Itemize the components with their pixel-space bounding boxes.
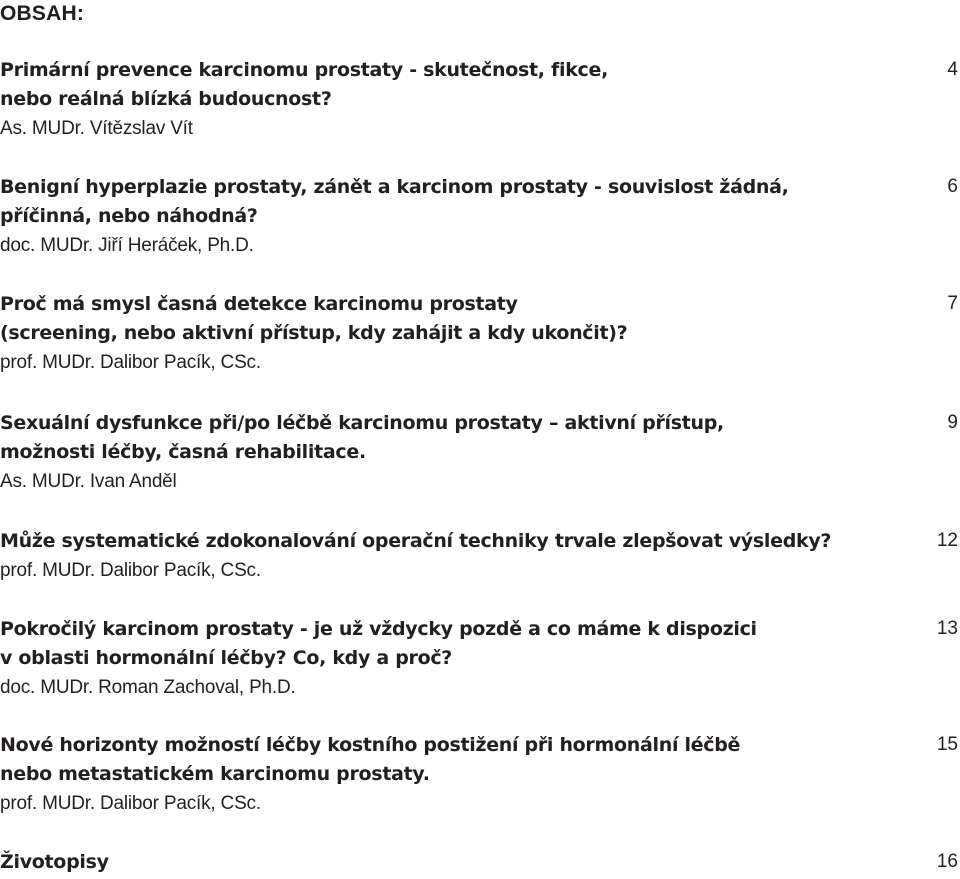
toc-page-number: 4 (947, 59, 958, 80)
toc-page-number: 9 (947, 412, 958, 433)
toc-entry-author: prof. MUDr. Dalibor Pacík, CSc. (0, 560, 261, 581)
toc-entry-title: Benigní hyperplazie prostaty, zánět a karcinom prostaty - souvislost žádná, příčinná, nebo náhodná? (0, 176, 789, 227)
toc-page-number: 13 (936, 618, 958, 639)
toc-page-number: 12 (936, 530, 958, 551)
toc-page-number: 16 (936, 851, 958, 872)
toc-entry[interactable] (0, 290, 960, 377)
toc-entry[interactable] (0, 731, 960, 818)
toc-entry-author: prof. MUDr. Dalibor Pacík, CSc. (0, 793, 261, 814)
toc-page-number: 15 (936, 734, 958, 755)
toc-entry-author: doc. MUDr. Jiří Heráček, Ph.D. (0, 235, 254, 256)
toc-entry-author: As. MUDr. Ivan Anděl (0, 471, 177, 492)
toc-entry[interactable] (0, 173, 960, 260)
toc-entry-title: Proč má smysl časná detekce karcinomu prostaty (screening, nebo aktivní přístup, kdy zahájit a kdy ukončit)? (0, 293, 628, 344)
toc-heading: OBSAH: (0, 2, 85, 25)
toc-entry[interactable] (0, 527, 960, 585)
toc-entry[interactable] (0, 848, 960, 877)
toc-page-number: 7 (947, 293, 958, 314)
toc-entry-title: Sexuální dysfunkce při/po léčbě karcinomu prostaty – aktivní přístup, možnosti léčby, časná rehabilitace. (0, 412, 724, 463)
toc-entry-title: Pokročilý karcinom prostaty - je už vždycky pozdě a co máme k dispozici v oblasti hormonální léčby? Co, kdy a proč? (0, 618, 757, 669)
toc-entry-title: Primární prevence karcinomu prostaty - skutečnost, fikce, nebo reálná blízká budoucnost? (0, 59, 608, 110)
toc-entry-title: Může systematické zdokonalování operační techniky trvale zlepšovat výsledky? (0, 530, 832, 552)
toc-entry[interactable] (0, 409, 960, 496)
toc-entry[interactable] (0, 615, 960, 702)
toc-entry-author: As. MUDr. Vítězslav Vít (0, 118, 193, 139)
toc-page-number: 6 (947, 176, 958, 197)
toc-entry-author: prof. MUDr. Dalibor Pacík, CSc. (0, 352, 261, 373)
toc-entry-title: Životopisy (0, 851, 109, 873)
toc-entry-title: Nové horizonty možností léčby kostního postižení při hormonální léčbě nebo metastatickém karcinomu prostaty. (0, 734, 741, 785)
toc-entry-author: doc. MUDr. Roman Zachoval, Ph.D. (0, 677, 296, 698)
toc-entry[interactable] (0, 56, 960, 143)
